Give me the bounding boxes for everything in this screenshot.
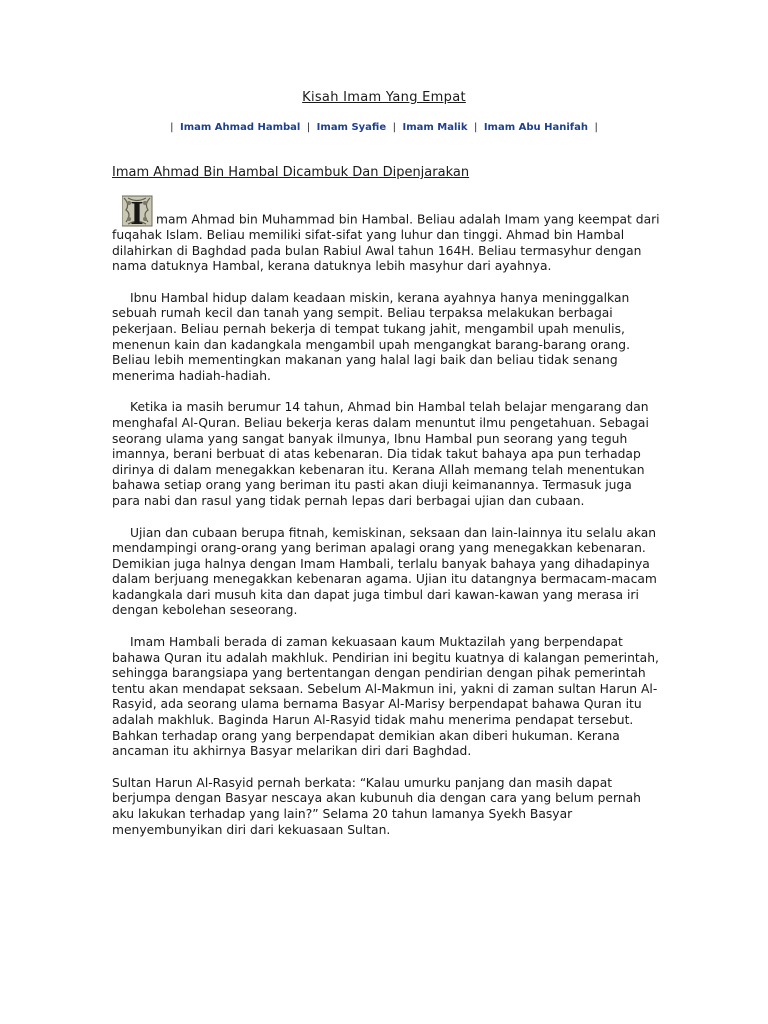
- article-paragraph: Ujian dan cubaan berupa fitnah, kemiskinan, seksaan dan lain-lainnya itu selalu akan mendampingi orang-orang yang beriman apalagi orang yang menegakkan kebenaran. Demikian juga halnya dengan Imam Hambali, terlalu banyak bahaya yang dihadapinya dalam berjuang menegakkan kebenaran agama. Ujian itu datangnya bermacam-macam kadangkala dari musuh kita dan dapat juga timbul dari kawan-kawan yang merasa iri dengan kebolehan seseorang.: [112, 525, 657, 618]
- ornamental-dropcap-image: [122, 194, 154, 228]
- imam-navigation: [0, 122, 768, 133]
- article-paragraph: Sultan Harun Al-Rasyid pernah berkata: “Kalau umurku panjang dan masih dapat berjumpa dengan Basyar nescaya akan kubunuh dia dengan cara yang belum pernah aku lakukan terhadap yang lain?” Selama 20 tahun lamanya Syekh Basyar menyembunyikan diri dari kekuasaan Sultan.: [112, 775, 641, 837]
- nav-link-imam-syafie[interactable]: Imam Syafie: [316, 122, 387, 133]
- ornamental-dropcap-graphic: [122, 194, 154, 228]
- article-body: [112, 194, 660, 854]
- article-paragraph: [112, 194, 660, 275]
- article-paragraph: Imam Hambali berada di zaman kekuasaan kaum Muktazilah yang berpendapat bahawa Quran itu adalah makhluk. Pendirian ini begitu kuatnya di kalangan pemerintah, sehingga barangsiapa yang bertentangan dengan pendirian dengan pihak pemerintah tentu akan mendapat seksaan. Sebelum Al-Makmun ini, yakni di zaman sultan Harun Al-Rasyid, ada seorang ulama bernama Basyar Al-Marisy berpendapat bahawa Quran itu adalah makhluk. Baginda Harun Al-Rasyid tidak mahu menerima pendapat tersebut. Bahkan terhadap orang yang berpendapat demikian akan diberi hukuman. Kerana ancaman itu akhirnya Basyar melarikan diri dari Baghdad.: [112, 635, 659, 759]
- nav-link-imam-malik[interactable]: Imam Malik: [402, 122, 468, 133]
- paragraph-text: mam Ahmad bin Muhammad bin Hambal. Beliau adalah Imam yang keempat dari fuqahak Islam. Beliau memiliki sifat-sifat yang luhur dan tinggi. Ahmad bin Hambal dilahirkan di Baghdad pada bulan Rabiul Awal tahun 164H. Beliau termasyhur dengan nama datuknya Hambal, kerana datuknya lebih masyhur dari ayahnya.: [112, 212, 660, 274]
- article-paragraph: Ibnu Hambal hidup dalam keadaan miskin, kerana ayahnya hanya meninggalkan sebuah rumah kecil dan tanah yang sempit. Beliau terpaksa melakukan berbagai pekerjaan. Beliau pernah bekerja di tempat tukang jahit, mengambil upah menulis, menenun kain dan kadangkala mengambil upah mengangkat barang-barang orang. Beliau lebih mementingkan makanan yang halal lagi baik dan beliau tidak senang menerima hadiah-hadiah.: [112, 290, 630, 383]
- nav-separator: |: [594, 122, 598, 133]
- article-paragraph: Ketika ia masih berumur 14 tahun, Ahmad bin Hambal telah belajar mengarang dan menghafal Al-Quran. Beliau bekerja keras dalam menuntut ilmu pengetahuan. Sebagai seorang ulama yang sangat banyak ilmunya, Ibnu Hambal pun seorang yang teguh imannya, berani berbuat di atas kebenaran. Dia tidak takut bahaya apa pun terhadap dirinya di dalam menegakkan kebenaran itu. Kerana Allah memang telah menentukan bahawa setiap orang yang beriman itu pasti akan diuji keimanannya. Termasuk juga para nabi dan rasul yang tidak pernah lepas dari berbagai ujian dan cubaan.: [112, 400, 649, 508]
- nav-link-imam-abu-hanifah[interactable]: Imam Abu Hanifah: [483, 122, 588, 133]
- nav-link-imam-ahmad-hambal[interactable]: Imam Ahmad Hambal: [180, 122, 301, 133]
- nav-separator: |: [170, 122, 174, 133]
- nav-separator: |: [306, 122, 311, 133]
- nav-separator: |: [473, 122, 478, 133]
- page-title: Kisah Imam Yang Empat: [302, 90, 466, 105]
- nav-separator: |: [392, 122, 396, 133]
- dropcap-letter: I: [130, 195, 144, 228]
- article-heading: Imam Ahmad Bin Hambal Dicambuk Dan Dipenjarakan: [112, 165, 470, 180]
